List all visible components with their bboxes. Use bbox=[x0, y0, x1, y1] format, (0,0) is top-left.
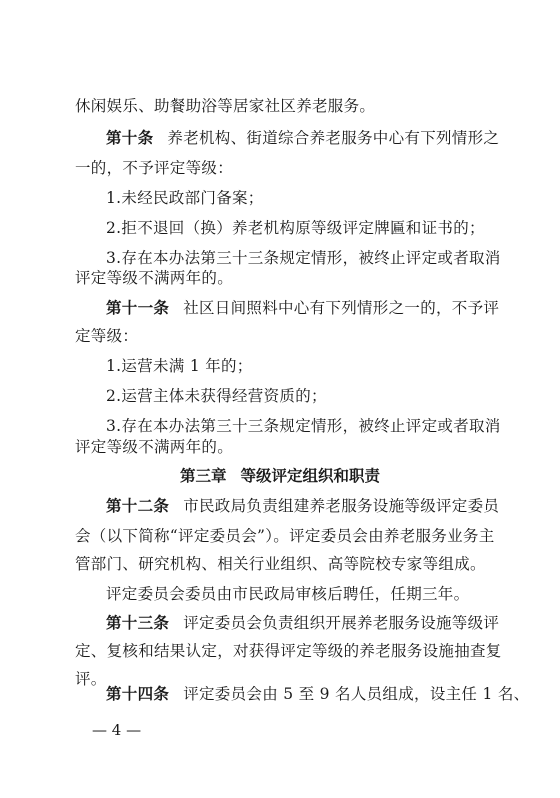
article-12-label: 第十二条 bbox=[106, 497, 170, 515]
article-10-item-2: 2.拒不退回（换）养老机构原等级评定牌匾和证书的； bbox=[106, 219, 485, 237]
continuation-text: 休闲娱乐、助餐助浴等居家社区养老服务。 bbox=[75, 97, 376, 115]
article-10-label: 第十条 bbox=[106, 129, 154, 147]
article-11-text-1: 社区日间照料中心有下列情形之一的，不予评 bbox=[183, 299, 500, 317]
article-12-text-1: 市民政局负责组建养老服务设施等级评定委员 bbox=[183, 497, 500, 515]
article-10-text-1: 养老机构、街道综合养老服务中心有下列情形之 bbox=[167, 129, 500, 147]
article-11-line-1 bbox=[106, 298, 499, 318]
chapter-number: 第三章 bbox=[179, 467, 227, 485]
article-12-line-3: 管部门、研究机构、相关行业组织、高等院校专家等组成。 bbox=[75, 555, 486, 573]
article-11-item-2: 2.运营主体未获得经营资质的； bbox=[106, 387, 327, 405]
article-14-text-1: 评定委员会由 5 至 9 名人员组成，设主任 1 名、 bbox=[183, 685, 530, 703]
article-10-item-1: 1.未经民政部门备案； bbox=[106, 189, 264, 207]
article-12-para-2: 评定委员会委员由市民政局审核后聘任，任期三年。 bbox=[106, 585, 470, 603]
article-10-line-2: 一的，不予评定等级： bbox=[75, 159, 234, 177]
article-11-line-2: 定等级： bbox=[75, 327, 139, 345]
article-13-line-2: 定、复核和结果认定，对获得评定等级的养老服务设施抽查复 bbox=[75, 642, 502, 660]
article-13-line-1 bbox=[106, 613, 499, 633]
article-10-line-1 bbox=[106, 128, 499, 148]
article-10-item-3: 3.存在本办法第三十三条规定情形，被终止评定或者取消 bbox=[106, 249, 501, 267]
chapter-title: 等级评定组织和职责 bbox=[240, 467, 381, 485]
article-14-line-1 bbox=[106, 684, 529, 704]
chapter-heading bbox=[0, 466, 560, 486]
article-13-line-3: 评。 bbox=[75, 670, 107, 688]
page-number: — 4 — bbox=[92, 721, 142, 739]
article-12-line-2: 会（以下简称“评定委员会”）。评定委员会由养老服务业务主 bbox=[75, 527, 495, 545]
article-11-item-3: 3.存在本办法第三十三条规定情形，被终止评定或者取消 bbox=[106, 417, 501, 435]
article-10-item-3-cont: 评定等级不满两年的。 bbox=[75, 269, 234, 287]
article-11-item-1: 1.运营未满 1 年的； bbox=[106, 357, 253, 375]
article-13-label: 第十三条 bbox=[106, 614, 170, 632]
article-12-line-1 bbox=[106, 496, 499, 516]
article-13-text-1: 评定委员会负责组织开展养老服务设施等级评 bbox=[183, 614, 500, 632]
article-11-item-3-cont: 评定等级不满两年的。 bbox=[75, 438, 234, 456]
article-11-label: 第十一条 bbox=[106, 299, 170, 317]
article-14-label: 第十四条 bbox=[106, 685, 170, 703]
